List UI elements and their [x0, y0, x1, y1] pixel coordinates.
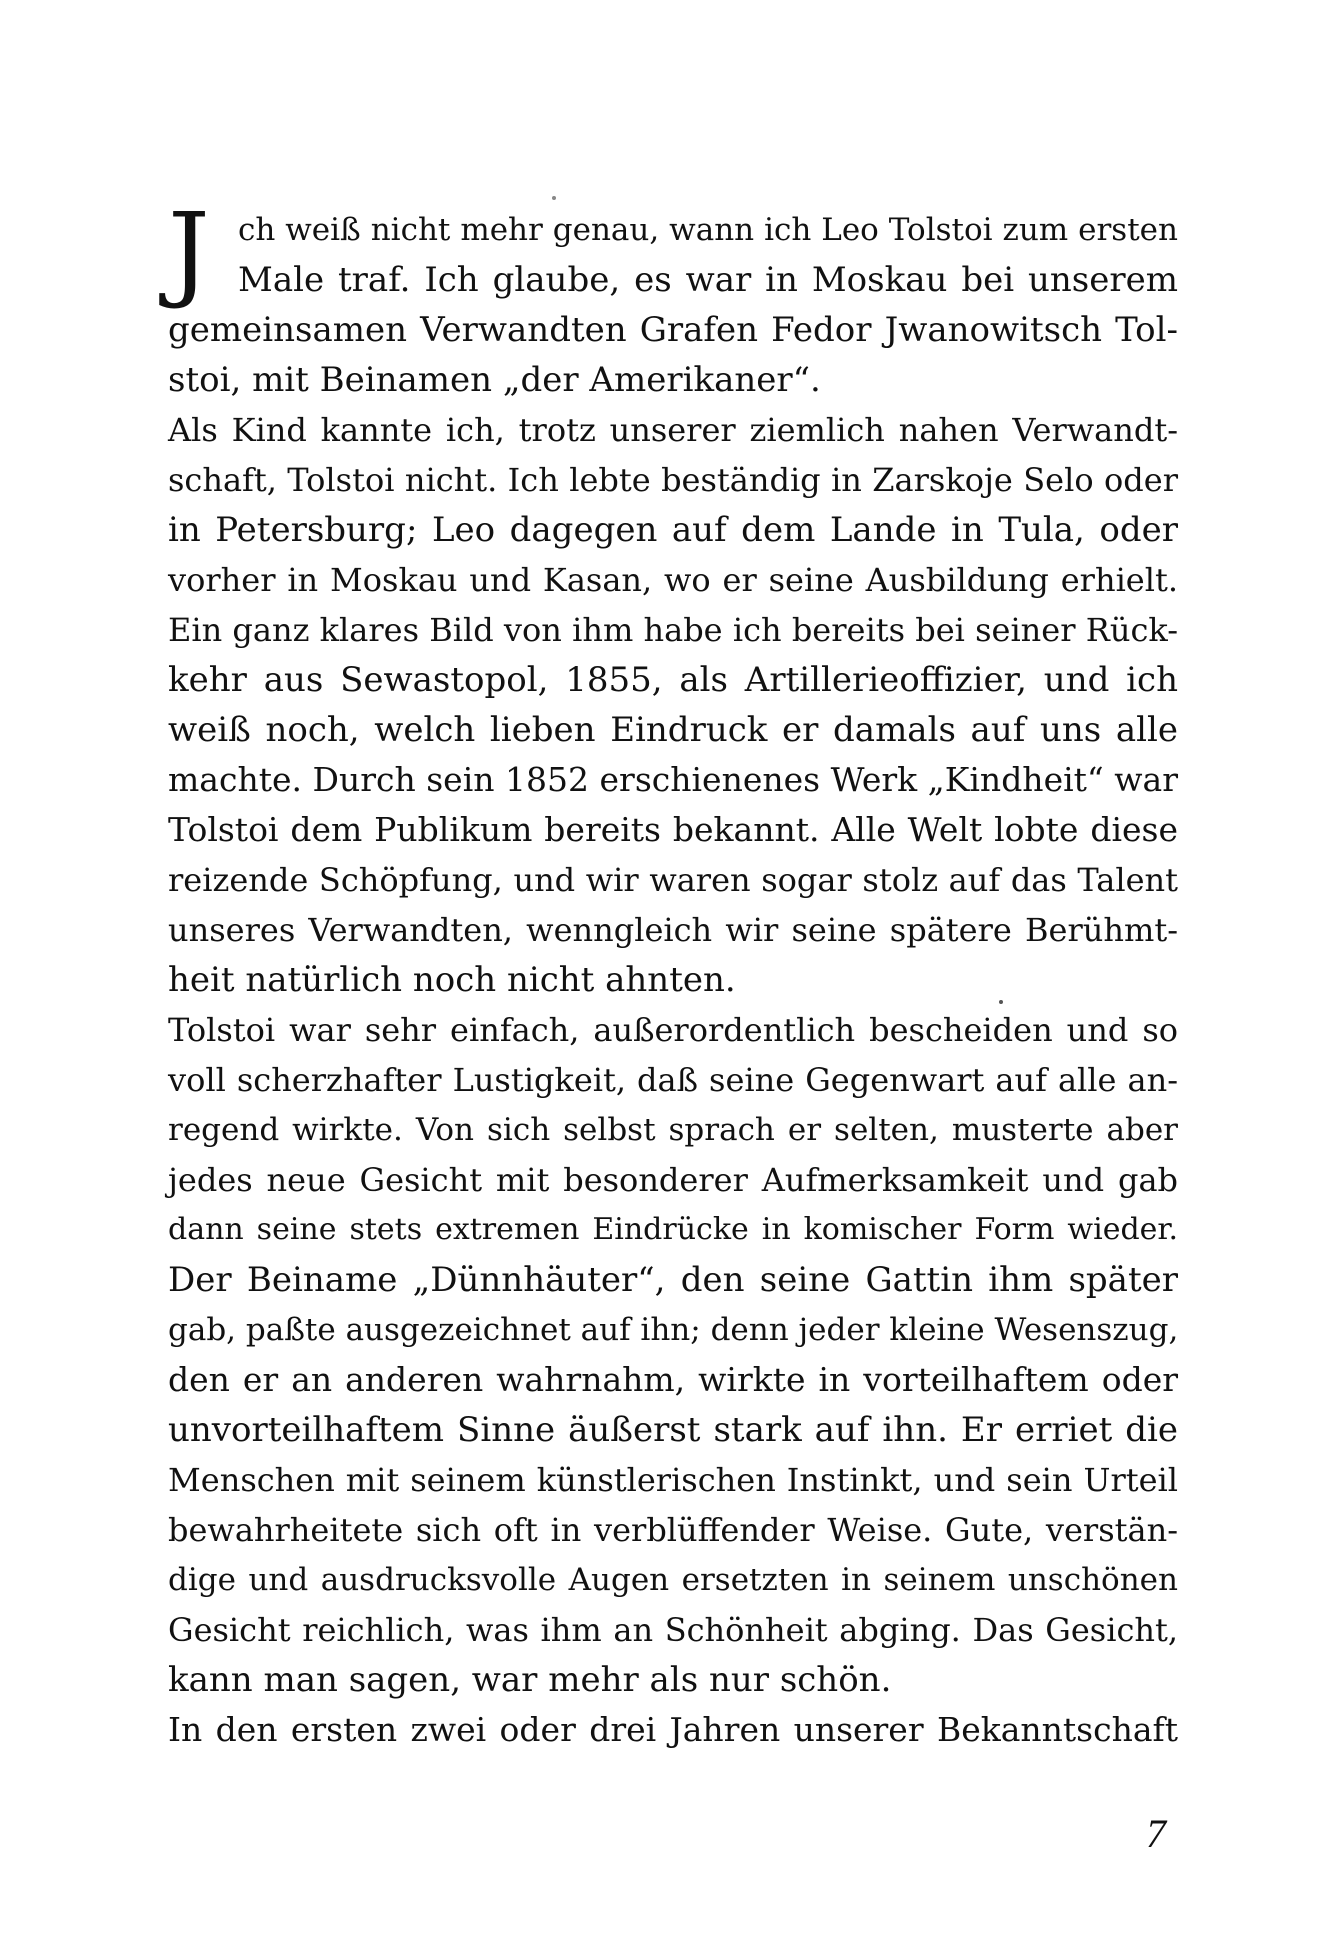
text-line: In den ersten zwei oder drei Jahren unserer Bekanntschaft: [168, 1710, 1178, 1749]
text-line: den er an anderen wahrnahm, wirkte in vorteilhaftem oder: [168, 1360, 1178, 1399]
text-line: dann seine stets extremen Eindrücke in komischer Form wieder.: [168, 1212, 1178, 1247]
body-text: [168, 190, 1179, 1755]
text-line: Gesicht reichlich, was ihm an Schönheit abging. Das Gesicht,: [168, 1611, 1178, 1649]
text-line: dige und ausdrucksvolle Augen ersetzten in seinem unschönen: [168, 1562, 1178, 1598]
text-line: regend wirkte. Von sich selbst sprach er selten, musterte aber: [168, 1112, 1178, 1148]
drop-cap: J: [168, 190, 210, 312]
text-line: weiß noch, welch lieben Eindruck er damals auf uns alle: [168, 710, 1178, 750]
text-line: vorher in Moskau und Kasan, wo er seine Ausbildung erhielt.: [168, 561, 1178, 599]
text-line: Ein ganz klares Bild von ihm habe ich bereits bei seiner Rück-: [168, 611, 1178, 649]
text-line: Menschen mit seinem künstlerischen Instinkt, und sein Urteil: [168, 1461, 1178, 1499]
text-line: in Petersburg; Leo dagegen auf dem Lande in Tula, oder: [168, 510, 1178, 550]
text-line: gab, paßte ausgezeichnet auf ihn; denn jeder kleine Wesenszug,: [168, 1312, 1179, 1348]
text-line: heit natürlich noch nicht ahnten.: [168, 960, 736, 1000]
text-line: ch weiß nicht mehr genau, wann ich Leo Tolstoi zum ersten: [238, 212, 1178, 248]
text-line: voll scherzhafter Lustigkeit, daß seine Gegenwart auf alle an-: [168, 1061, 1178, 1099]
text-line: Der Beiname „Dünnhäuter“, den seine Gattin ihm später: [168, 1260, 1178, 1300]
text-line: jedes neue Gesicht mit besonderer Aufmerksamkeit und gab: [168, 1161, 1178, 1199]
text-line: machte. Durch sein 1852 erschienenes Werk „Kindheit“ war: [168, 760, 1178, 799]
text-line: kann man sagen, war mehr als nur schön.: [168, 1660, 892, 1700]
print-speck: [552, 196, 556, 200]
text-line: schaft, Tolstoi nicht. Ich lebte beständig in Zarskoje Selo oder: [168, 461, 1178, 499]
text-line: unvorteilhaftem Sinne äußerst stark auf ihn. Er erriet die: [168, 1410, 1178, 1450]
text-line: Male traf. Ich glaube, es war in Moskau bei unserem: [238, 260, 1178, 300]
text-line: gemeinsamen Verwandten Grafen Fedor Jwanowitsch Tol-: [168, 310, 1178, 350]
page-number: 7: [1146, 1811, 1166, 1856]
text-line: bewahrheitete sich oft in verblüffender Weise. Gute, verstän-: [168, 1511, 1178, 1549]
text-line: Als Kind kannte ich, trotz unserer ziemlich nahen Verwandt-: [168, 411, 1178, 449]
text-line: reizende Schöpfung, und wir waren sogar stolz auf das Talent: [168, 861, 1178, 899]
text-line: Tolstoi dem Publikum bereits bekannt. Alle Welt lobte diese: [168, 810, 1178, 849]
text-line: stoi, mit Beinamen „der Amerikaner“.: [168, 360, 821, 400]
text-line: unseres Verwandten, wenngleich wir seine spätere Berühmt-: [168, 911, 1178, 949]
text-line: Tolstoi war sehr einfach, außerordentlich bescheiden und so: [168, 1011, 1178, 1049]
text-line: kehr aus Sewastopol, 1855, als Artillerieoffizier, und ich: [168, 660, 1178, 700]
